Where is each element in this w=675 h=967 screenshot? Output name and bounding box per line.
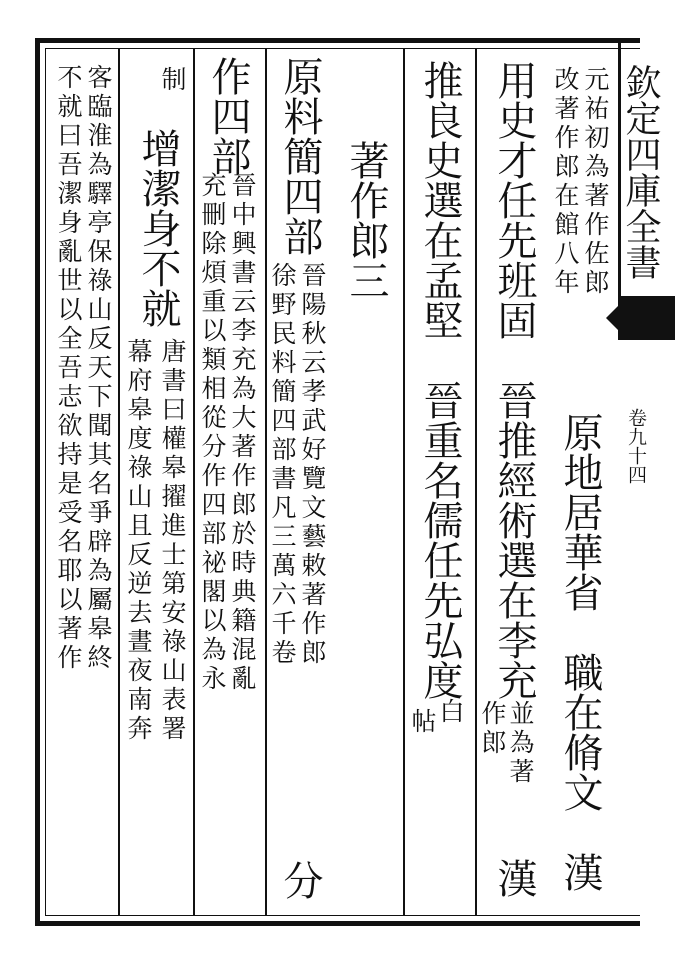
note-line: 作郎	[478, 700, 507, 758]
column-rule	[193, 48, 195, 916]
note-line: 帖	[408, 708, 437, 737]
note-line: 晉中興書云李充為大著作郎於時典籍混亂	[228, 172, 257, 694]
note-line: 制	[158, 66, 187, 95]
text-line: 增潔身不就	[135, 128, 181, 328]
note-line: 白	[436, 698, 465, 727]
column-rule	[118, 48, 120, 916]
text-line: 用史才任先班固 晉推經術選在李充	[491, 60, 537, 700]
column-rule	[265, 48, 267, 916]
juan-number: 卷九十四	[625, 408, 647, 484]
note-line: 唐書曰權皋擢進士第安祿山表署	[158, 338, 187, 744]
note-line: 徐野民料簡四部書凡三萬六千卷	[268, 262, 297, 668]
note-line: 充刪除煩重以類相從分作四部祕閣以為永	[198, 172, 227, 694]
column-rule	[475, 48, 477, 916]
note-line: 並為著	[506, 700, 535, 787]
text-line: 原料簡四部	[277, 56, 323, 256]
section-heading: 著作郎三	[343, 140, 389, 300]
text-line: 分	[277, 860, 323, 900]
fish-tail-mark	[618, 296, 675, 340]
text-line: 漢	[491, 858, 537, 898]
note-line: 幕府皋度祿山且反逆去晝夜南奔	[124, 338, 153, 744]
note-line: 不就曰吾潔身亂世以全吾志欲持是受名耶以著作	[54, 64, 83, 673]
note-line: 元祐初為著作佐郎	[581, 66, 610, 298]
note-line: 改著作郎在館八年	[551, 66, 580, 298]
column-rule	[403, 48, 405, 916]
text-line: 作四部	[205, 56, 251, 176]
book-title: 欽定四庫全書	[620, 64, 661, 280]
note-line: 晉陽秋云孝武好覽文藝敕著作郎	[298, 262, 327, 668]
text-line: 原地居華省 職在脩文 漢	[557, 412, 603, 892]
text-line: 推良史選在孟堅 晉重名儒任先弘度	[417, 60, 463, 700]
note-line: 客臨淮為驛亭保祿山反天下聞其名爭辟為屬皋終	[84, 64, 113, 673]
